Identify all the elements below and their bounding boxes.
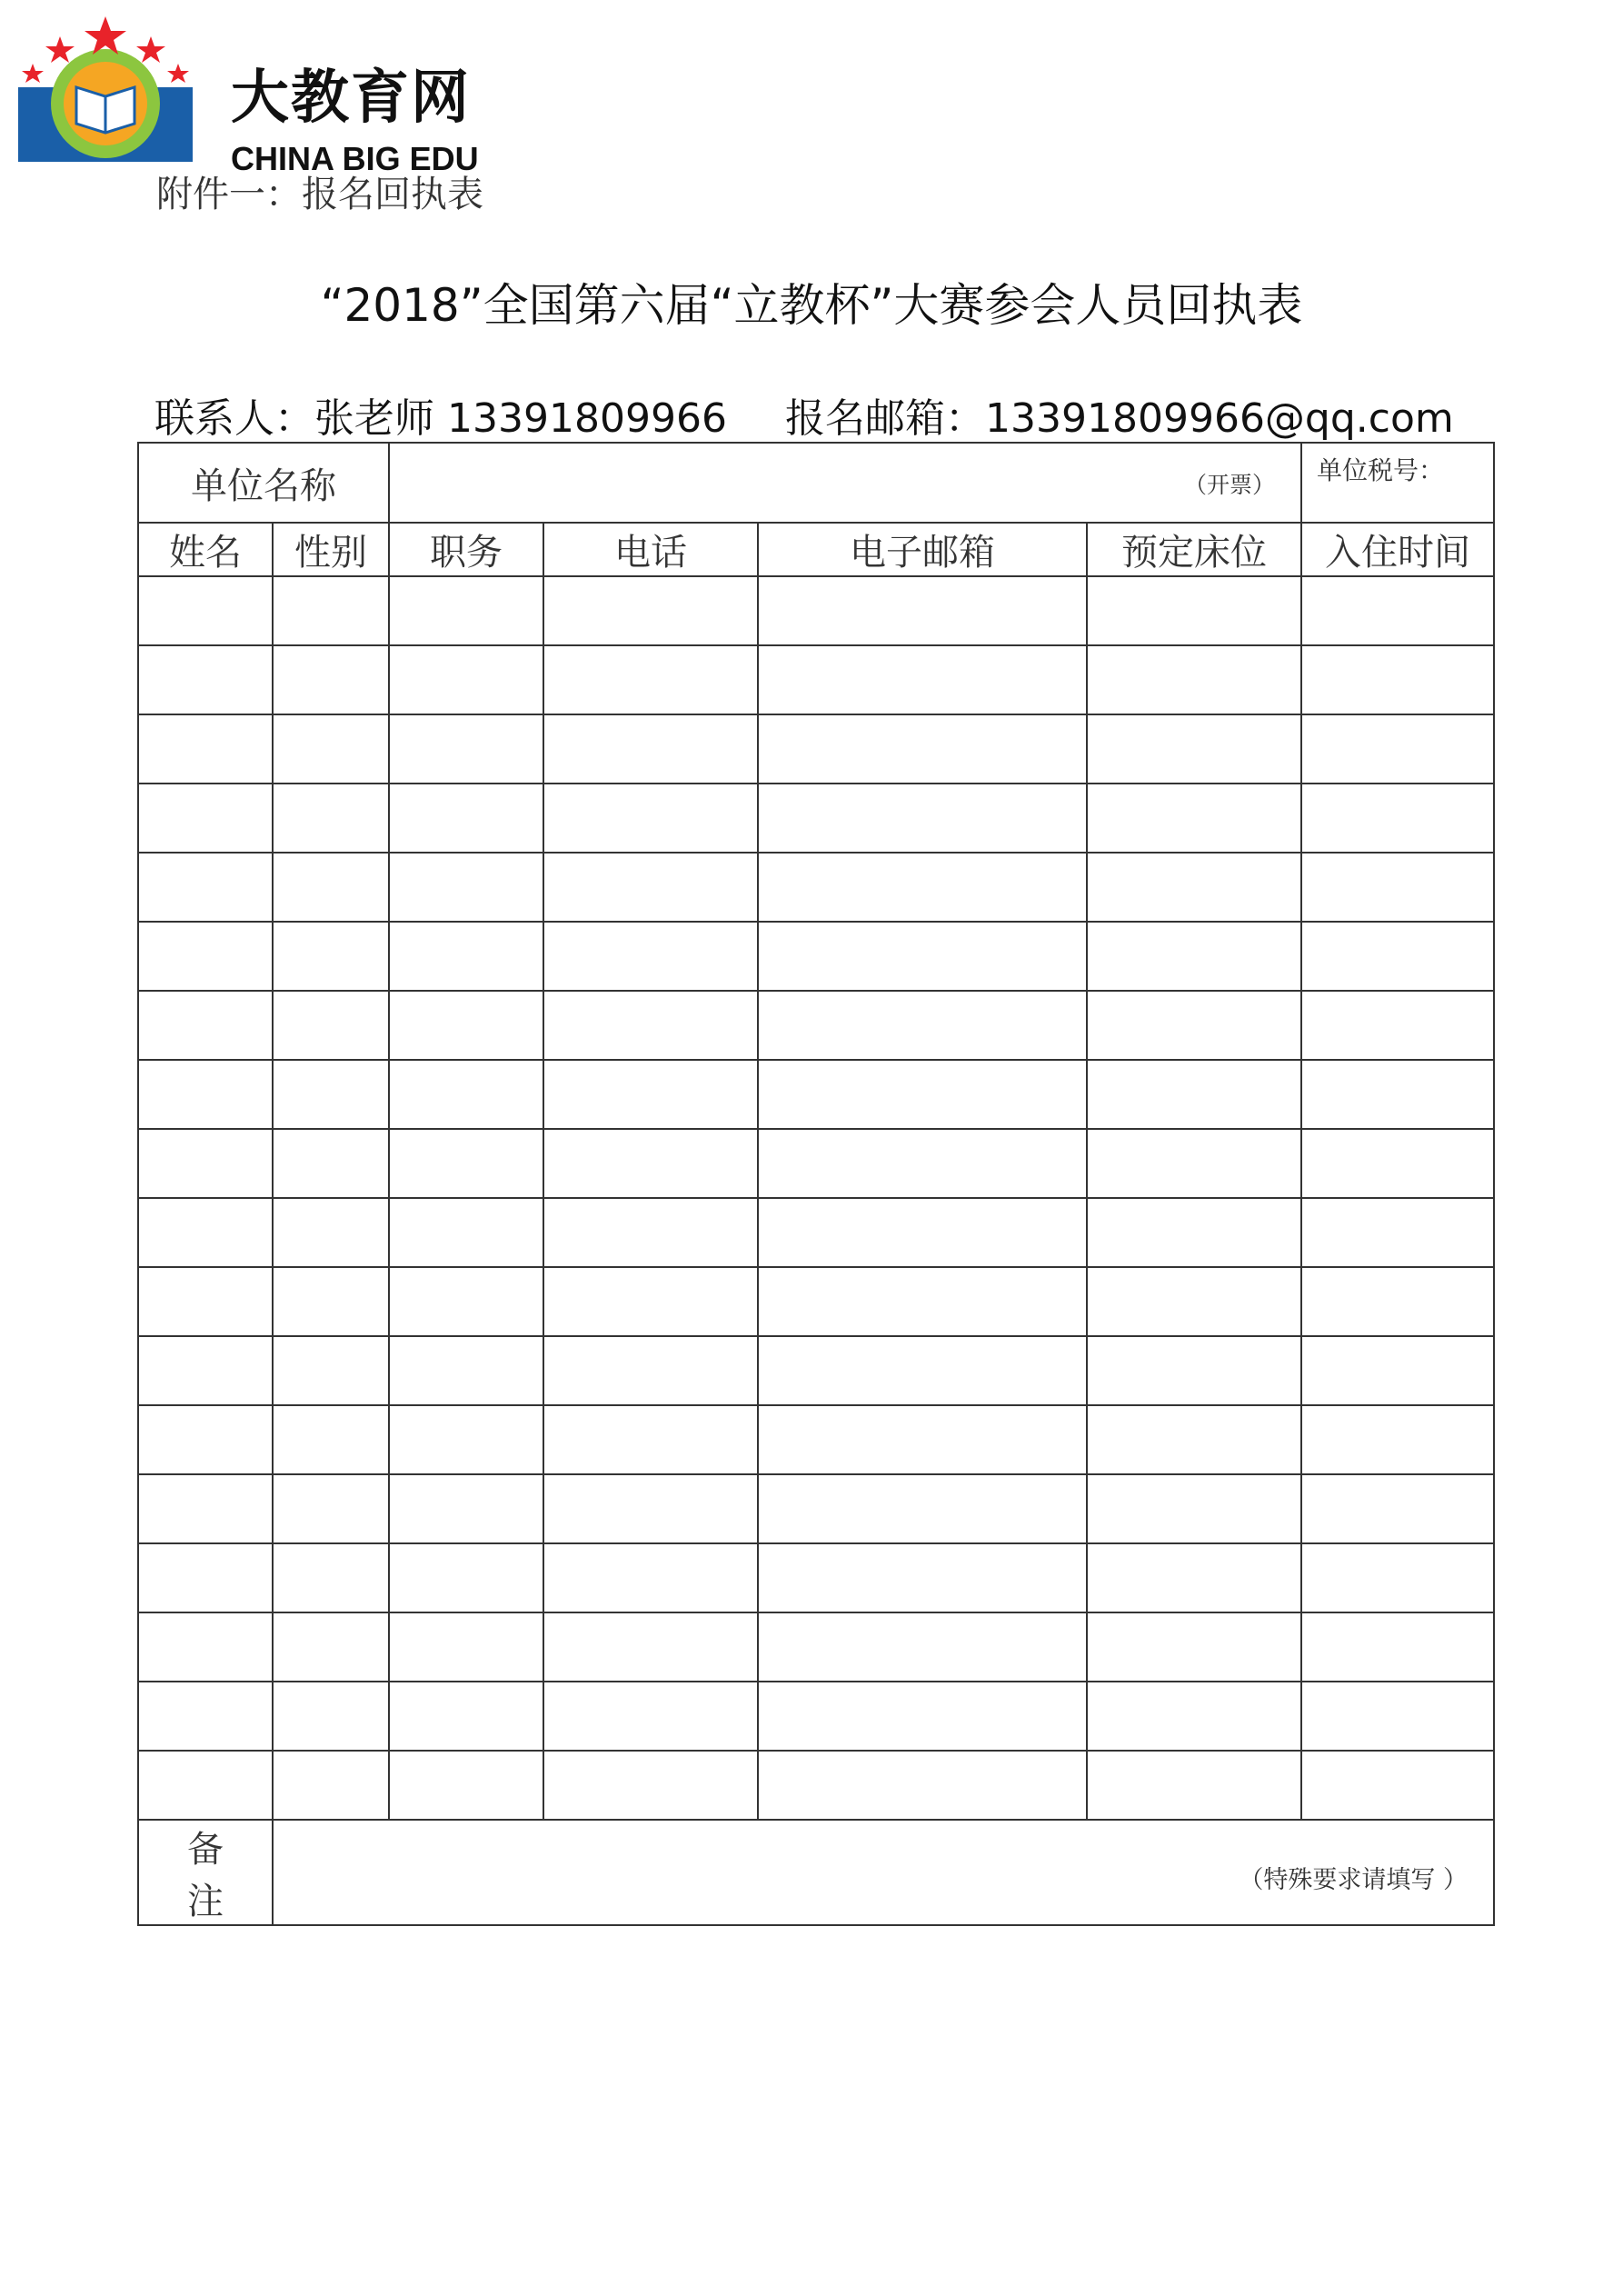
entry-cell[interactable]: [758, 1267, 1087, 1336]
entry-cell[interactable]: [1301, 991, 1494, 1060]
entry-cell[interactable]: [389, 1682, 543, 1751]
entry-cell[interactable]: [273, 922, 389, 991]
entry-cell[interactable]: [1301, 784, 1494, 853]
entry-cell[interactable]: [1301, 714, 1494, 784]
org-row: [138, 443, 1494, 523]
entry-cell[interactable]: [1301, 1405, 1494, 1474]
table-row: [138, 1682, 1494, 1751]
entry-cell[interactable]: [138, 853, 273, 922]
remark-field[interactable]: [273, 1820, 1494, 1925]
org-label: 单位名称: [138, 443, 389, 523]
entry-cell[interactable]: [1087, 1405, 1301, 1474]
entry-cell[interactable]: [389, 1751, 543, 1820]
entry-cell[interactable]: [389, 645, 543, 714]
entry-cell[interactable]: [1087, 784, 1301, 853]
table-row: [138, 1129, 1494, 1198]
entry-cell[interactable]: [389, 784, 543, 853]
entry-cell[interactable]: [138, 922, 273, 991]
entry-cell[interactable]: [543, 1198, 758, 1267]
entry-cell[interactable]: [543, 1267, 758, 1336]
entry-cell[interactable]: [1087, 645, 1301, 714]
entry-cell[interactable]: [1301, 576, 1494, 645]
entry-cell[interactable]: [543, 1405, 758, 1474]
entry-cell[interactable]: [758, 576, 1087, 645]
entry-cell[interactable]: [1087, 1751, 1301, 1820]
entry-cell[interactable]: [1087, 1198, 1301, 1267]
entry-cell[interactable]: [543, 1682, 758, 1751]
entry-cell[interactable]: [1301, 853, 1494, 922]
entry-cell[interactable]: [1087, 1336, 1301, 1405]
entry-cell[interactable]: [758, 1129, 1087, 1198]
column-header: 预定床位: [1087, 523, 1301, 576]
entry-cell[interactable]: [1301, 922, 1494, 991]
entry-cell[interactable]: [273, 1267, 389, 1336]
entry-cell[interactable]: [273, 1612, 389, 1682]
entry-cell[interactable]: [1301, 1751, 1494, 1820]
entry-cell[interactable]: [389, 853, 543, 922]
column-header: 职务: [389, 523, 543, 576]
attachment-label: 附件一：报名回执表: [156, 174, 483, 215]
table-row: [138, 1474, 1494, 1543]
table-row: [138, 922, 1494, 991]
entry-cell[interactable]: [138, 576, 273, 645]
entry-cell[interactable]: [273, 1751, 389, 1820]
entry-cell[interactable]: [758, 784, 1087, 853]
entry-cell[interactable]: [543, 714, 758, 784]
entry-cell[interactable]: [758, 1682, 1087, 1751]
remark-label: 备注: [138, 1820, 273, 1925]
remark-row: [138, 1820, 1494, 1925]
entry-cell[interactable]: [389, 1129, 543, 1198]
entry-cell[interactable]: [138, 1336, 273, 1405]
column-header: 电子邮箱: [758, 523, 1087, 576]
entry-cell[interactable]: [389, 1474, 543, 1543]
entry-cell[interactable]: [389, 991, 543, 1060]
entry-cell[interactable]: [1087, 922, 1301, 991]
entry-cell[interactable]: [138, 1405, 273, 1474]
entry-cell[interactable]: [543, 645, 758, 714]
entry-cell[interactable]: [758, 1198, 1087, 1267]
entry-cell[interactable]: [543, 576, 758, 645]
header-row: [138, 523, 1494, 576]
entry-cell[interactable]: [543, 1060, 758, 1129]
entry-cell[interactable]: [758, 1751, 1087, 1820]
entry-cell[interactable]: [1301, 1543, 1494, 1612]
entry-cell[interactable]: [1087, 1267, 1301, 1336]
entry-cell[interactable]: [543, 1612, 758, 1682]
contact-phone: 13391809966: [447, 395, 727, 442]
table-row: [138, 784, 1494, 853]
table-row: [138, 1336, 1494, 1405]
entry-cell[interactable]: [138, 1751, 273, 1820]
entry-cell[interactable]: [389, 1405, 543, 1474]
column-header: 姓名: [138, 523, 273, 576]
entry-cell[interactable]: [389, 1612, 543, 1682]
entry-cell[interactable]: [389, 922, 543, 991]
table-row: [138, 853, 1494, 922]
entry-cell[interactable]: [138, 784, 273, 853]
entry-cell[interactable]: [1087, 1682, 1301, 1751]
column-header: 入住时间: [1301, 523, 1494, 576]
entry-cell[interactable]: [1087, 853, 1301, 922]
entry-cell[interactable]: [389, 1198, 543, 1267]
contact-person: 联系人：张老师: [154, 395, 434, 442]
entry-cell[interactable]: [758, 1405, 1087, 1474]
entry-cell[interactable]: [1087, 1060, 1301, 1129]
entry-cell[interactable]: [758, 853, 1087, 922]
tax-id-label: 单位税号：: [1317, 455, 1445, 485]
entry-cell[interactable]: [543, 1751, 758, 1820]
entry-cell[interactable]: [758, 645, 1087, 714]
entry-cell[interactable]: [273, 1474, 389, 1543]
entry-cell[interactable]: [1301, 1129, 1494, 1198]
entry-cell[interactable]: [273, 1060, 389, 1129]
contact-line: [154, 385, 727, 444]
entry-cell[interactable]: [543, 784, 758, 853]
entry-cell[interactable]: [138, 645, 273, 714]
entry-cell[interactable]: [138, 1543, 273, 1612]
entry-cell[interactable]: [543, 853, 758, 922]
email-label: 报名邮箱：: [785, 395, 985, 442]
table-row: [138, 1543, 1494, 1612]
logo-name-cn: 大教育网: [231, 65, 471, 132]
entry-cell[interactable]: [138, 991, 273, 1060]
entry-cell[interactable]: [273, 1405, 389, 1474]
entry-cell[interactable]: [758, 1060, 1087, 1129]
entry-cell[interactable]: [1301, 1060, 1494, 1129]
entry-cell[interactable]: [1087, 991, 1301, 1060]
table-row: [138, 1267, 1494, 1336]
entry-cell[interactable]: [543, 1474, 758, 1543]
entry-cell[interactable]: [1301, 1336, 1494, 1405]
entry-cell[interactable]: [138, 1060, 273, 1129]
table-row: [138, 1751, 1494, 1820]
entry-cell[interactable]: [389, 714, 543, 784]
entry-cell[interactable]: [543, 991, 758, 1060]
entry-cell[interactable]: [758, 1612, 1087, 1682]
logo-emblem-icon: [16, 13, 225, 169]
table-row: [138, 1405, 1494, 1474]
entry-cell[interactable]: [273, 1543, 389, 1612]
entry-cell[interactable]: [1087, 1543, 1301, 1612]
entry-cell[interactable]: [758, 714, 1087, 784]
email-address: 13391809966@qq.com: [985, 395, 1454, 442]
table-row: [138, 645, 1494, 714]
column-header: 性别: [273, 523, 389, 576]
entry-cell[interactable]: [758, 991, 1087, 1060]
table-row: [138, 576, 1494, 645]
entry-cell[interactable]: [273, 576, 389, 645]
entry-cell[interactable]: [138, 1267, 273, 1336]
entry-cell[interactable]: [758, 922, 1087, 991]
entry-cell[interactable]: [273, 784, 389, 853]
logo: [16, 13, 480, 177]
entry-cell[interactable]: [389, 1060, 543, 1129]
page-title: “2018”全国第六届“立教杯”大赛参会人员回执表: [320, 279, 1303, 332]
entry-cell[interactable]: [1301, 1682, 1494, 1751]
entry-cell[interactable]: [1301, 645, 1494, 714]
entry-cell[interactable]: [138, 1474, 273, 1543]
entry-cell[interactable]: [273, 991, 389, 1060]
column-header: 电话: [543, 523, 758, 576]
table-row: [138, 1198, 1494, 1267]
entry-cell[interactable]: [758, 1543, 1087, 1612]
entry-cell[interactable]: [138, 1682, 273, 1751]
entry-cell[interactable]: [758, 1336, 1087, 1405]
entry-cell[interactable]: [1087, 576, 1301, 645]
table-row: [138, 1060, 1494, 1129]
entry-cell[interactable]: [138, 1198, 273, 1267]
entry-cell[interactable]: [273, 714, 389, 784]
org-name-field[interactable]: [389, 443, 1301, 523]
email-line: [785, 385, 1454, 444]
entry-cell[interactable]: [273, 1336, 389, 1405]
entry-cell[interactable]: [273, 645, 389, 714]
entry-cell[interactable]: [1301, 1612, 1494, 1682]
invoice-note: （开票）: [1183, 472, 1275, 498]
entry-cell[interactable]: [273, 1682, 389, 1751]
table-row: [138, 991, 1494, 1060]
entry-cell[interactable]: [273, 1198, 389, 1267]
entry-cell[interactable]: [758, 1474, 1087, 1543]
remark-note: （特殊要求请填写 ）: [1239, 1866, 1468, 1894]
entry-cell[interactable]: [138, 1612, 273, 1682]
entry-cell[interactable]: [138, 714, 273, 784]
registration-form-table: [137, 442, 1495, 1926]
entry-cell[interactable]: [273, 1129, 389, 1198]
entry-cell[interactable]: [1301, 1198, 1494, 1267]
entry-cell[interactable]: [543, 1543, 758, 1612]
entry-cell[interactable]: [543, 1129, 758, 1198]
entry-cell[interactable]: [1301, 1267, 1494, 1336]
entry-cell[interactable]: [1087, 1474, 1301, 1543]
entry-cell[interactable]: [389, 1543, 543, 1612]
entry-cell[interactable]: [389, 1336, 543, 1405]
entry-cell[interactable]: [543, 1336, 758, 1405]
entry-cell[interactable]: [1301, 1474, 1494, 1543]
entry-cell[interactable]: [389, 576, 543, 645]
table-row: [138, 714, 1494, 784]
logo-name-en: CHINA BIG EDU: [231, 140, 479, 177]
tax-id-field[interactable]: [1301, 443, 1494, 523]
entry-cell[interactable]: [389, 1267, 543, 1336]
table-row: [138, 1612, 1494, 1682]
entry-cell[interactable]: [138, 1129, 273, 1198]
entry-cell[interactable]: [1087, 714, 1301, 784]
entry-cell[interactable]: [273, 853, 389, 922]
entry-cell[interactable]: [1087, 1612, 1301, 1682]
entry-cell[interactable]: [1087, 1129, 1301, 1198]
entry-cell[interactable]: [543, 922, 758, 991]
